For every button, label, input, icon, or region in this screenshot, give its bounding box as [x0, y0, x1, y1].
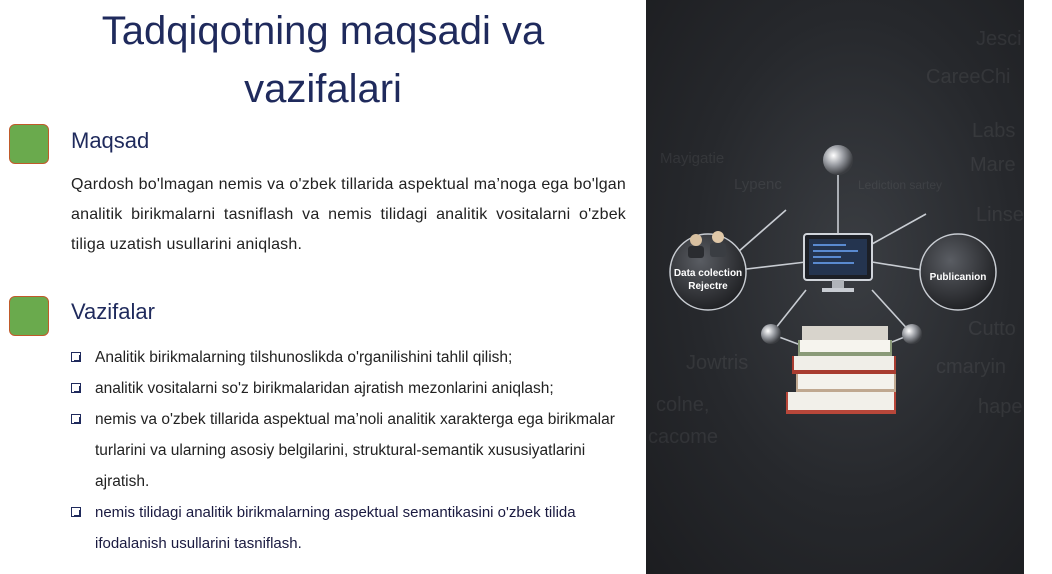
bg-word: Linseme: [976, 204, 1052, 226]
research-illustration: [646, 0, 1052, 574]
checkbox-bullet-icon: [71, 383, 81, 393]
node-right-label: Publicanion: [929, 272, 987, 283]
bg-word: Lypenc: [734, 176, 782, 193]
bg-word: CareeChi: [926, 66, 1011, 88]
task-item: [71, 342, 631, 373]
tasks-list: [71, 342, 631, 559]
title-line-1: Tadqiqotning maqsadi va: [101, 9, 545, 53]
task-item: [71, 373, 631, 404]
task-item: [71, 497, 631, 559]
bg-word: Jowtris: [686, 352, 749, 374]
bg-word: Jesci: [976, 28, 1022, 50]
bg-word: Lediction sartey: [858, 178, 943, 192]
bg-word: Mare: [970, 154, 1016, 176]
bg-word: Mayigatie: [660, 150, 725, 167]
network-diagram: [646, 0, 1024, 574]
checkbox-bullet-icon: [71, 414, 81, 424]
monitor-icon: [804, 234, 872, 292]
books-stack-icon: [786, 326, 896, 414]
task-text: analitik vositalarni so'z birikmalaridan ajratish mezonlarini aniqlash;: [95, 380, 554, 397]
bg-word: hape: [978, 396, 1023, 418]
checkbox-bullet-icon: [71, 352, 81, 362]
node-sphere-top: [823, 145, 853, 175]
bg-word: Cutto: [968, 318, 1016, 340]
bg-word: Labs: [972, 120, 1016, 142]
goal-heading: Maqsad: [71, 128, 150, 153]
task-text: nemis tilidagi analitik birikmalarning aspektual semantikasini o'zbek tilida ifodalanish usullarini tasniflash.: [95, 504, 576, 552]
goal-bullet-icon: [9, 124, 49, 164]
node-left-line1: Data colection: [673, 268, 743, 279]
node-sphere-right: [902, 324, 922, 344]
task-item: [71, 404, 631, 497]
tasks-heading: Vazifalar: [71, 299, 155, 324]
bg-word: colne,: [656, 394, 710, 416]
task-text: Analitik birikmalarning tilshunoslikda o'rganilishini tahlil qilish;: [95, 349, 513, 366]
node-left-line2: Rejectre: [688, 281, 728, 292]
title-line-2: vazifalari: [244, 67, 402, 111]
goal-text: Qardosh bo'lmagan nemis va o'zbek tillarida aspektual ma’noga ega bo'lgan analitik birikmalarni tasniflash va nemis tilidagi analitik vositalarni o'zbek tiliga uzatish usullarini aniqlash.: [71, 176, 626, 253]
bg-word: cmaryin: [936, 356, 1007, 378]
task-text: nemis va o'zbek tillarida aspektual ma’noli analitik xarakterga ega birikmalar turlarini va ularning asosiy belgilarini, struktural-semantik xususiyatlarini ajratish.: [95, 411, 615, 490]
checkbox-bullet-icon: [71, 507, 81, 517]
bg-word: cacome: [648, 426, 719, 448]
page-title: [0, 2, 646, 118]
tasks-bullet-icon: [9, 296, 49, 336]
node-sphere-left: [761, 324, 781, 344]
